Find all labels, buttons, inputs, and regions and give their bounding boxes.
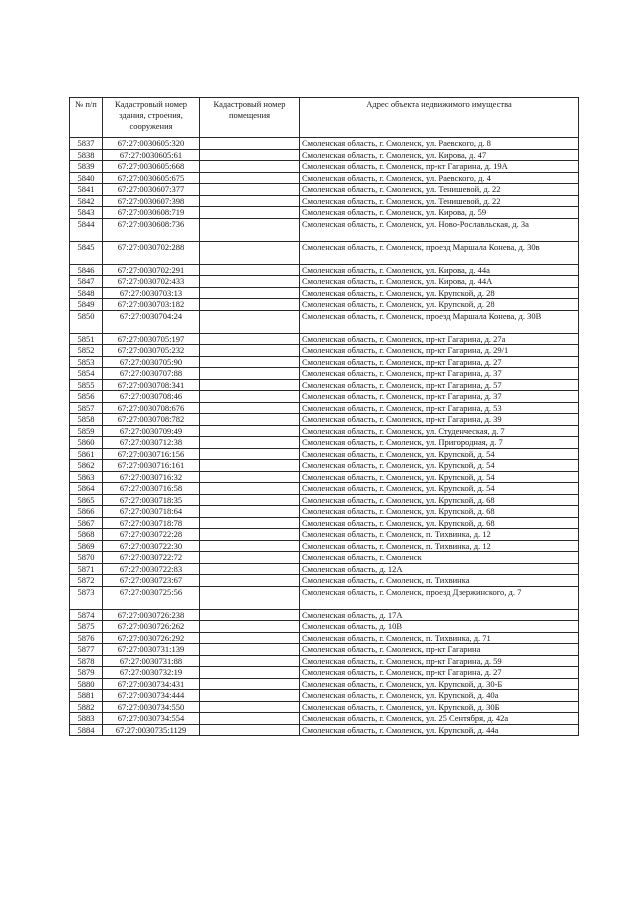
- row-number: 5874: [70, 609, 103, 621]
- object-address: Смоленская область, г. Смоленск, пр-кт Гагарина, д. 37: [300, 391, 579, 403]
- building-cadastral-number: 67:27:0030605:675: [103, 172, 200, 184]
- row-number: 5851: [70, 333, 103, 345]
- table-row: [70, 195, 579, 207]
- building-cadastral-number: 67:27:0030726:292: [103, 632, 200, 644]
- room-cadastral-number: [200, 345, 300, 357]
- header-building-cadastral: Кадастровый номер здания, строения, сооружения: [103, 98, 200, 138]
- row-number: 5842: [70, 195, 103, 207]
- object-address: Смоленская область, г. Смоленск, пр-кт Гагарина, д. 37: [300, 368, 579, 380]
- room-cadastral-number: [200, 644, 300, 656]
- row-number: 5858: [70, 414, 103, 426]
- table-row: [70, 609, 579, 621]
- room-cadastral-number: [200, 655, 300, 667]
- building-cadastral-number: 67:27:0030716:156: [103, 448, 200, 460]
- property-register-table: [69, 97, 579, 736]
- building-cadastral-number: 67:27:0030716:32: [103, 471, 200, 483]
- table-row: [70, 586, 579, 609]
- room-cadastral-number: [200, 207, 300, 219]
- object-address: Смоленская область, г. Смоленск, ул. Крупской, д. 28: [300, 299, 579, 311]
- table-body: [70, 138, 579, 736]
- table-row: [70, 356, 579, 368]
- object-address: Смоленская область, г. Смоленск, ул. Пригородная, д. 7: [300, 437, 579, 449]
- row-number: 5871: [70, 563, 103, 575]
- building-cadastral-number: 67:27:0030702:291: [103, 264, 200, 276]
- table-row: [70, 310, 579, 333]
- building-cadastral-number: 67:27:0030709:49: [103, 425, 200, 437]
- building-cadastral-number: 67:27:0030608:719: [103, 207, 200, 219]
- table-row: [70, 241, 579, 264]
- table-row: [70, 138, 579, 150]
- object-address: Смоленская область, г. Смоленск, ул. Тенишевой, д. 22: [300, 195, 579, 207]
- table-row: [70, 345, 579, 357]
- object-address: Смоленская область, г. Смоленск, ул. Крупской, д. 28: [300, 287, 579, 299]
- row-number: 5841: [70, 184, 103, 196]
- table-row: [70, 172, 579, 184]
- building-cadastral-number: 67:27:0030708:46: [103, 391, 200, 403]
- table-row: [70, 552, 579, 564]
- table-row: [70, 540, 579, 552]
- row-number: 5839: [70, 161, 103, 173]
- object-address: Смоленская область, г. Смоленск, ул. Крупской, д. 54: [300, 471, 579, 483]
- room-cadastral-number: [200, 425, 300, 437]
- room-cadastral-number: [200, 494, 300, 506]
- row-number: 5884: [70, 724, 103, 736]
- object-address: Смоленская область, г. Смоленск, пр-кт Гагарина: [300, 644, 579, 656]
- room-cadastral-number: [200, 540, 300, 552]
- object-address: Смоленская область, г. Смоленск, п. Тихвинка, д. 71: [300, 632, 579, 644]
- row-number: 5878: [70, 655, 103, 667]
- table-row: [70, 379, 579, 391]
- row-number: 5862: [70, 460, 103, 472]
- row-number: 5877: [70, 644, 103, 656]
- room-cadastral-number: [200, 264, 300, 276]
- object-address: Смоленская область, г. Смоленск, пр-кт Гагарина, д. 27: [300, 667, 579, 679]
- building-cadastral-number: 67:27:0030703:182: [103, 299, 200, 311]
- room-cadastral-number: [200, 713, 300, 725]
- row-number: 5866: [70, 506, 103, 518]
- row-number: 5870: [70, 552, 103, 564]
- room-cadastral-number: [200, 333, 300, 345]
- row-number: 5837: [70, 138, 103, 150]
- building-cadastral-number: 67:27:0030716:161: [103, 460, 200, 472]
- row-number: 5844: [70, 218, 103, 241]
- room-cadastral-number: [200, 471, 300, 483]
- row-number: 5882: [70, 701, 103, 713]
- room-cadastral-number: [200, 287, 300, 299]
- object-address: Смоленская область, г. Смоленск, ул. Ново-Рославльская, д. 3а: [300, 218, 579, 241]
- row-number: 5876: [70, 632, 103, 644]
- row-number: 5848: [70, 287, 103, 299]
- table-row: [70, 402, 579, 414]
- room-cadastral-number: [200, 276, 300, 288]
- room-cadastral-number: [200, 195, 300, 207]
- row-number: 5857: [70, 402, 103, 414]
- building-cadastral-number: 67:27:0030732:19: [103, 667, 200, 679]
- building-cadastral-number: 67:27:0030722:83: [103, 563, 200, 575]
- building-cadastral-number: 67:27:0030718:35: [103, 494, 200, 506]
- table-row: [70, 655, 579, 667]
- row-number: 5864: [70, 483, 103, 495]
- table-row: [70, 621, 579, 633]
- building-cadastral-number: 67:27:0030607:377: [103, 184, 200, 196]
- row-number: 5859: [70, 425, 103, 437]
- object-address: Смоленская область, д. 10В: [300, 621, 579, 633]
- building-cadastral-number: 67:27:0030726:262: [103, 621, 200, 633]
- row-number: 5847: [70, 276, 103, 288]
- table-row: [70, 701, 579, 713]
- object-address: Смоленская область, г. Смоленск, пр-кт Гагарина, д. 27а: [300, 333, 579, 345]
- object-address: Смоленская область, г. Смоленск, п. Тихвинка, д. 12: [300, 540, 579, 552]
- row-number: 5867: [70, 517, 103, 529]
- room-cadastral-number: [200, 391, 300, 403]
- object-address: Смоленская область, г. Смоленск, ул. Крупской, д. 68: [300, 494, 579, 506]
- row-number: 5881: [70, 690, 103, 702]
- building-cadastral-number: 67:27:0030702:433: [103, 276, 200, 288]
- object-address: Смоленская область, г. Смоленск, проезд Маршала Конева, д. 30в: [300, 241, 579, 264]
- building-cadastral-number: 67:27:0030731:88: [103, 655, 200, 667]
- building-cadastral-number: 67:27:0030702:288: [103, 241, 200, 264]
- building-cadastral-number: 67:27:0030704:24: [103, 310, 200, 333]
- room-cadastral-number: [200, 184, 300, 196]
- room-cadastral-number: [200, 414, 300, 426]
- object-address: Смоленская область, г. Смоленск, пр-кт Гагарина, д. 59: [300, 655, 579, 667]
- room-cadastral-number: [200, 690, 300, 702]
- object-address: Смоленская область, г. Смоленск, ул. Кирова, д. 44А: [300, 276, 579, 288]
- table-row: [70, 713, 579, 725]
- object-address: Смоленская область, г. Смоленск, ул. Кирова, д. 47: [300, 149, 579, 161]
- table-row: [70, 632, 579, 644]
- room-cadastral-number: [200, 563, 300, 575]
- table-row: [70, 471, 579, 483]
- room-cadastral-number: [200, 460, 300, 472]
- object-address: Смоленская область, г. Смоленск, ул. 25 Сентября, д. 42а: [300, 713, 579, 725]
- room-cadastral-number: [200, 161, 300, 173]
- row-number: 5865: [70, 494, 103, 506]
- table-row: [70, 575, 579, 587]
- object-address: Смоленская область, г. Смоленск, пр-кт Гагарина, д. 29/1: [300, 345, 579, 357]
- table-row: [70, 690, 579, 702]
- table-row: [70, 678, 579, 690]
- building-cadastral-number: 67:27:0030608:736: [103, 218, 200, 241]
- room-cadastral-number: [200, 310, 300, 333]
- building-cadastral-number: 67:27:0030605:61: [103, 149, 200, 161]
- object-address: Смоленская область, г. Смоленск, пр-кт Гагарина, д. 27: [300, 356, 579, 368]
- building-cadastral-number: 67:27:0030723:67: [103, 575, 200, 587]
- room-cadastral-number: [200, 299, 300, 311]
- room-cadastral-number: [200, 506, 300, 518]
- table-row: [70, 506, 579, 518]
- object-address: Смоленская область, г. Смоленск, ул. Крупской, д. 68: [300, 506, 579, 518]
- building-cadastral-number: 67:27:0030708:341: [103, 379, 200, 391]
- room-cadastral-number: [200, 621, 300, 633]
- table-row: [70, 724, 579, 736]
- table-row: [70, 644, 579, 656]
- row-number: 5854: [70, 368, 103, 380]
- building-cadastral-number: 67:27:0030725:56: [103, 586, 200, 609]
- header-number: № п/п: [70, 98, 103, 138]
- object-address: Смоленская область, г. Смоленск, ул. Тенишевой, д. 22: [300, 184, 579, 196]
- header-address: Адрес объекта недвижимого имущества: [300, 98, 579, 138]
- room-cadastral-number: [200, 218, 300, 241]
- room-cadastral-number: [200, 483, 300, 495]
- object-address: Смоленская область, г. Смоленск, ул. Крупской, д. 68: [300, 517, 579, 529]
- row-number: 5869: [70, 540, 103, 552]
- table-row: [70, 563, 579, 575]
- table-row: [70, 448, 579, 460]
- room-cadastral-number: [200, 241, 300, 264]
- object-address: Смоленская область, г. Смоленск, ул. Кирова, д. 44а: [300, 264, 579, 276]
- row-number: 5879: [70, 667, 103, 679]
- object-address: Смоленская область, г. Смоленск, ул. Крупской, д. 54: [300, 483, 579, 495]
- building-cadastral-number: 67:27:0030731:139: [103, 644, 200, 656]
- row-number: 5872: [70, 575, 103, 587]
- object-address: Смоленская область, г. Смоленск, пр-кт Гагарина, д. 57: [300, 379, 579, 391]
- object-address: Смоленская область, г. Смоленск, пр-кт Гагарина, д. 19А: [300, 161, 579, 173]
- room-cadastral-number: [200, 609, 300, 621]
- table-row: [70, 264, 579, 276]
- object-address: Смоленская область, г. Смоленск, ул. Кирова, д. 59: [300, 207, 579, 219]
- room-cadastral-number: [200, 575, 300, 587]
- row-number: 5875: [70, 621, 103, 633]
- row-number: 5873: [70, 586, 103, 609]
- row-number: 5840: [70, 172, 103, 184]
- table-row: [70, 667, 579, 679]
- header-room-cadastral: Кадастровый номер помещения: [200, 98, 300, 138]
- building-cadastral-number: 67:27:0030716:58: [103, 483, 200, 495]
- object-address: Смоленская область, г. Смоленск, проезд Маршала Конева, д. 30В: [300, 310, 579, 333]
- room-cadastral-number: [200, 437, 300, 449]
- building-cadastral-number: 67:27:0030605:668: [103, 161, 200, 173]
- building-cadastral-number: 67:27:0030734:550: [103, 701, 200, 713]
- building-cadastral-number: 67:27:0030708:782: [103, 414, 200, 426]
- table-row: [70, 184, 579, 196]
- object-address: Смоленская область, г. Смоленск, ул. Студенческая, д. 7: [300, 425, 579, 437]
- table-row: [70, 483, 579, 495]
- table-row: [70, 287, 579, 299]
- room-cadastral-number: [200, 172, 300, 184]
- room-cadastral-number: [200, 724, 300, 736]
- table-row: [70, 218, 579, 241]
- building-cadastral-number: 67:27:0030734:444: [103, 690, 200, 702]
- row-number: 5849: [70, 299, 103, 311]
- object-address: Смоленская область, г. Смоленск, ул. Раевского, д. 4: [300, 172, 579, 184]
- building-cadastral-number: 67:27:0030722:28: [103, 529, 200, 541]
- building-cadastral-number: 67:27:0030607:398: [103, 195, 200, 207]
- object-address: Смоленская область, г. Смоленск, ул. Крупской, д. 54: [300, 448, 579, 460]
- room-cadastral-number: [200, 402, 300, 414]
- table-row: [70, 437, 579, 449]
- room-cadastral-number: [200, 529, 300, 541]
- row-number: 5850: [70, 310, 103, 333]
- room-cadastral-number: [200, 356, 300, 368]
- row-number: 5856: [70, 391, 103, 403]
- building-cadastral-number: 67:27:0030734:554: [103, 713, 200, 725]
- row-number: 5853: [70, 356, 103, 368]
- building-cadastral-number: 67:27:0030722:72: [103, 552, 200, 564]
- building-cadastral-number: 67:27:0030705:232: [103, 345, 200, 357]
- table-row: [70, 460, 579, 472]
- room-cadastral-number: [200, 517, 300, 529]
- table-row: [70, 391, 579, 403]
- room-cadastral-number: [200, 149, 300, 161]
- object-address: Смоленская область, г. Смоленск, ул. Крупской, д. 30-Б: [300, 678, 579, 690]
- table-row: [70, 333, 579, 345]
- table-row: [70, 494, 579, 506]
- row-number: 5861: [70, 448, 103, 460]
- object-address: Смоленская область, г. Смоленск, ул. Крупской, д. 30Б: [300, 701, 579, 713]
- table-row: [70, 529, 579, 541]
- object-address: Смоленская область, г. Смоленск, п. Тихвинка, д. 12: [300, 529, 579, 541]
- object-address: Смоленская область, г. Смоленск, пр-кт Гагарина, д. 53: [300, 402, 579, 414]
- row-number: 5852: [70, 345, 103, 357]
- table-row: [70, 414, 579, 426]
- row-number: 5860: [70, 437, 103, 449]
- room-cadastral-number: [200, 138, 300, 150]
- building-cadastral-number: 67:27:0030722:30: [103, 540, 200, 552]
- table-row: [70, 517, 579, 529]
- object-address: Смоленская область, г. Смоленск, пр-кт Гагарина, д. 39: [300, 414, 579, 426]
- row-number: 5883: [70, 713, 103, 725]
- row-number: 5855: [70, 379, 103, 391]
- object-address: Смоленская область, г. Смоленск, п. Тихвинка: [300, 575, 579, 587]
- table-row: [70, 149, 579, 161]
- object-address: Смоленская область, г. Смоленск: [300, 552, 579, 564]
- room-cadastral-number: [200, 667, 300, 679]
- building-cadastral-number: 67:27:0030703:13: [103, 287, 200, 299]
- object-address: Смоленская область, г. Смоленск, проезд Дзержинского, д. 7: [300, 586, 579, 609]
- room-cadastral-number: [200, 448, 300, 460]
- object-address: Смоленская область, г. Смоленск, ул. Крупской, д. 54: [300, 460, 579, 472]
- building-cadastral-number: 67:27:0030712:38: [103, 437, 200, 449]
- room-cadastral-number: [200, 368, 300, 380]
- room-cadastral-number: [200, 552, 300, 564]
- building-cadastral-number: 67:27:0030705:197: [103, 333, 200, 345]
- table-header-row: [70, 98, 579, 138]
- object-address: Смоленская область, г. Смоленск, ул. Крупской, д. 40а: [300, 690, 579, 702]
- building-cadastral-number: 67:27:0030726:238: [103, 609, 200, 621]
- table-row: [70, 276, 579, 288]
- object-address: Смоленская область, д. 17А: [300, 609, 579, 621]
- building-cadastral-number: 67:27:0030708:676: [103, 402, 200, 414]
- row-number: 5845: [70, 241, 103, 264]
- room-cadastral-number: [200, 632, 300, 644]
- room-cadastral-number: [200, 701, 300, 713]
- building-cadastral-number: 67:27:0030718:78: [103, 517, 200, 529]
- room-cadastral-number: [200, 586, 300, 609]
- row-number: 5838: [70, 149, 103, 161]
- row-number: 5846: [70, 264, 103, 276]
- table-row: [70, 299, 579, 311]
- building-cadastral-number: 67:27:0030735:1129: [103, 724, 200, 736]
- building-cadastral-number: 67:27:0030605:320: [103, 138, 200, 150]
- row-number: 5868: [70, 529, 103, 541]
- object-address: Смоленская область, г. Смоленск, ул. Крупской, д. 44а: [300, 724, 579, 736]
- room-cadastral-number: [200, 678, 300, 690]
- row-number: 5863: [70, 471, 103, 483]
- row-number: 5880: [70, 678, 103, 690]
- room-cadastral-number: [200, 379, 300, 391]
- object-address: Смоленская область, д. 12А: [300, 563, 579, 575]
- object-address: Смоленская область, г. Смоленск, ул. Раевского, д. 8: [300, 138, 579, 150]
- building-cadastral-number: 67:27:0030705:90: [103, 356, 200, 368]
- table-row: [70, 207, 579, 219]
- table-row: [70, 368, 579, 380]
- table-row: [70, 161, 579, 173]
- row-number: 5843: [70, 207, 103, 219]
- building-cadastral-number: 67:27:0030718:64: [103, 506, 200, 518]
- table-row: [70, 425, 579, 437]
- building-cadastral-number: 67:27:0030707:88: [103, 368, 200, 380]
- building-cadastral-number: 67:27:0030734:431: [103, 678, 200, 690]
